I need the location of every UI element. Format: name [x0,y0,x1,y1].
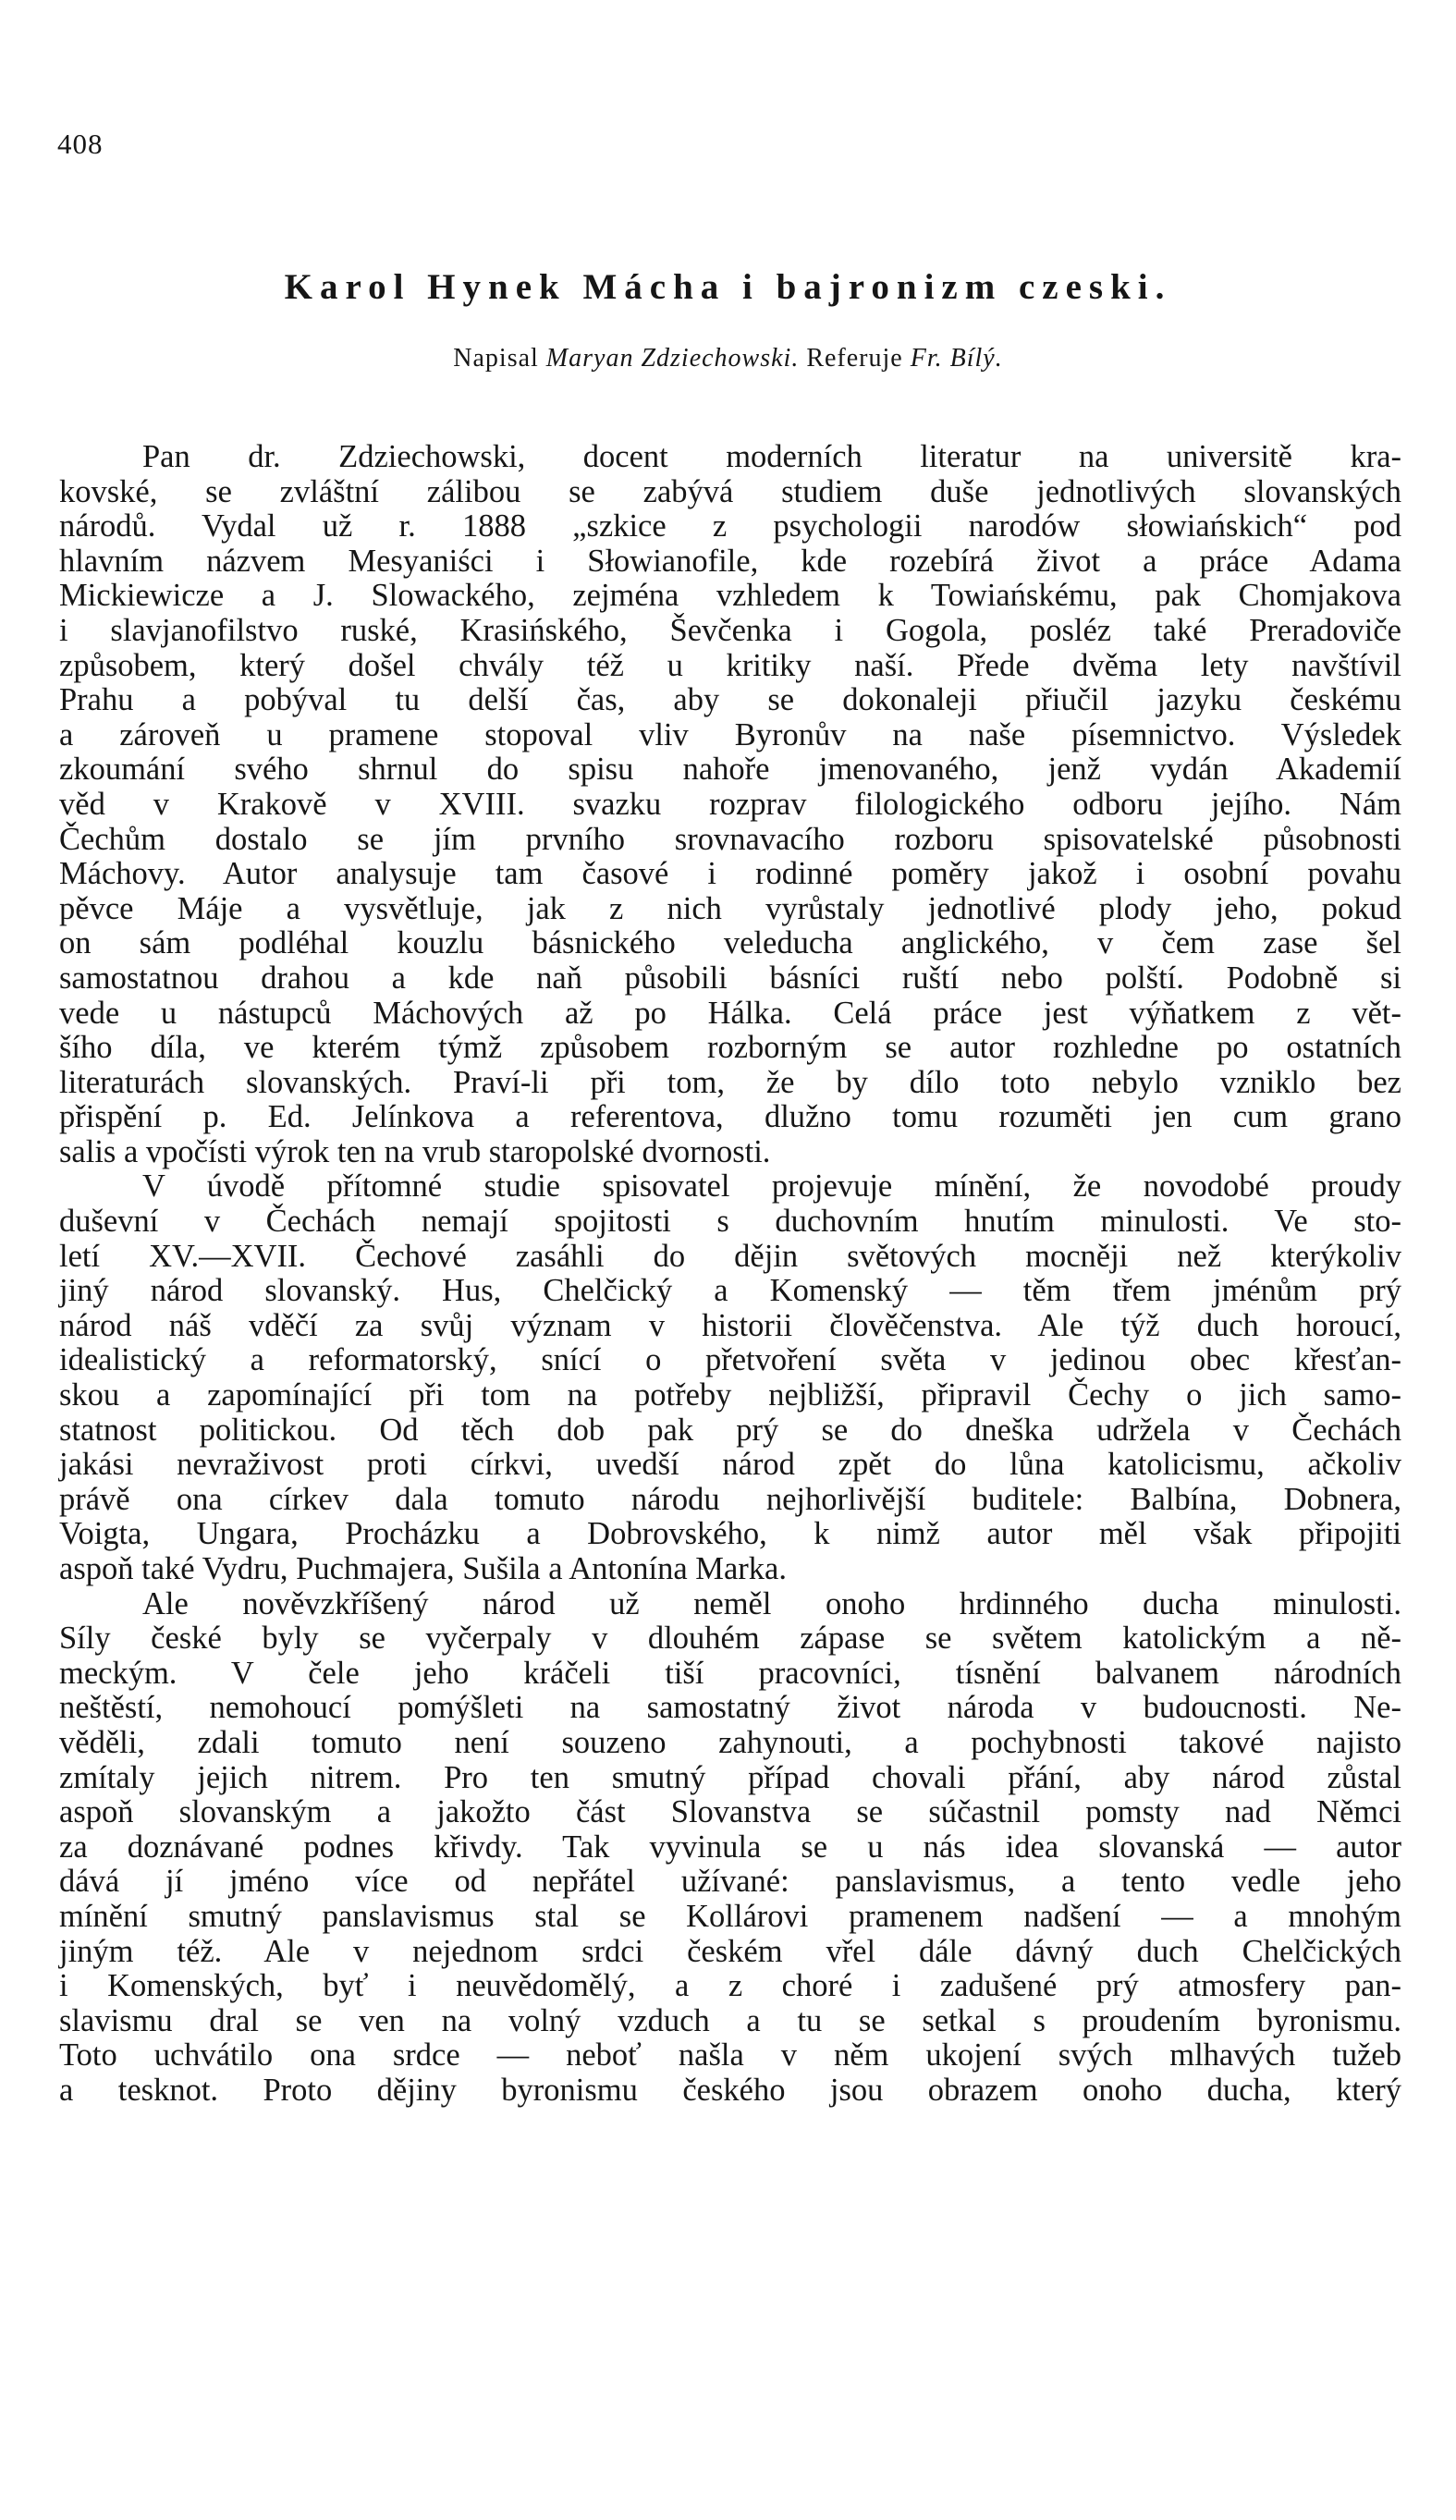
text-line: salis a vpočísti výrok ten na vrub staropolské dvornosti. [59,1133,771,1169]
text-line: duševní v Čechách nemají spojitosti s duchovním hnutím minulosti. Ve sto- [59,1204,1401,1240]
text-line: Máchovy. Autor analysuje tam časové i rodinné poměry jakož i osobní povahu [59,856,1401,892]
text-line: jakási nevraživost proti církvi, uvedší národ zpět do lůna katolicismu, ačkoliv [59,1447,1401,1483]
byline-prefix: Napisal [453,344,539,373]
text-line: zkoumání svého shrnul do spisu nahoře jmenovaného, jenž vydán Akademií [59,752,1401,788]
text-line: mínění smutný panslavismus stal se Kollárovi pramenem nadšení — a mnohým [59,1898,1401,1934]
text-line: právě ona církev dala tomuto národu nejhorlivější buditele: Balbína, Dobnera, [59,1481,1401,1517]
text-line: Čechům dostalo se jím prvního srovnavacího rozboru spisovatelské působnosti [59,821,1401,857]
text-line: idealistický a reformatorský, snící o přetvoření světa v jedinou obec křesťan- [59,1342,1401,1378]
text-line: on sám podléhal kouzlu básnického veleducha anglického, v čem zase šel [59,925,1401,961]
paragraph [59,1587,1401,2109]
text-line: aspoň slovanským a jakožto část Slovanstva se súčastnil pomsty nad Němci [59,1794,1401,1830]
text-line: Prahu a pobýval tu delší čas, aby se dokonaleji přiučil jazyku českému [59,682,1401,718]
paragraph [59,440,1401,1169]
text-line: samostatnou drahou a kde naň působili básníci ruští nebo polští. Podobně si [59,960,1401,996]
text-line: pěvce Máje a vysvětluje, jak z nich vyrůstaly jednotlivé plody jeho, pokud [59,890,1401,926]
text-line: národů. Vydal už r. 1888 „szkice z psychologii narodów słowiańskich“ pod [59,508,1401,544]
text-line: a zároveň u pramene stopoval vliv Byronův na naše písemnictvo. Výsledek [59,716,1401,752]
text-line: způsobem, který došel chvály též u kritiky naší. Přede dvěma lety navštívil [59,647,1401,683]
text-line: Ale nověvzkříšený národ už neměl onoho hrdinného ducha minulosti. [142,1585,1401,1621]
page-number: 408 [57,128,104,160]
text-line: Pan dr. Zdziechowski, docent moderních literatur na universitě kra- [142,439,1401,474]
text-line: Voigta, Ungara, Procházku a Dobrovského, k nimž autor měl však připojiti [59,1516,1401,1552]
text-line: neštěstí, nemohoucí pomýšleti na samostatný život národa v budoucnosti. Ne- [59,1690,1401,1726]
text-line: Toto uchvátilo ona srdce — neboť našla v něm ukojení svých mlhavých tužeb [59,2037,1401,2073]
text-line: kovské, se zvláštní zálibou se zabývá studiem duše jednotlivých slovanských [59,473,1401,509]
text-line: vede u nástupců Máchových až po Hálka. Celá práce jest výňatkem z vět- [59,995,1401,1031]
text-line: jiný národ slovanský. Hus, Chelčický a Komenský — těm třem jménům prý [59,1273,1401,1309]
text-line: šího díla, ve kterém týmž způsobem rozborným se autor rozhledne po ostatních [59,1030,1401,1066]
text-line: dává jí jméno více od nepřátel užívané: panslavismus, a tento vedle jeho [59,1864,1401,1900]
text-line: věděli, zdali tomuto není souzeno zahynouti, a pochybnosti takové najisto [59,1724,1401,1760]
text-line: slavismu dral se ven na volný vzduch a tu se setkal s proudením byronismu. [59,2002,1401,2038]
text-line: letí XV.—XVII. Čechové zasáhli do dějin světových mocněji než kterýkoliv [59,1238,1401,1274]
text-line: národ náš vděčí za svůj význam v historii člověčenstva. Ale týž duch horoucí, [59,1307,1401,1343]
text-line: skou a zapomínající při tom na potřeby nejbližší, připravil Čechy o jich samo- [59,1377,1401,1413]
text-line: i slavjanofilstvo ruské, Krasińského, Ševčenka i Gogola, posléz také Preradoviče [59,612,1401,648]
text-line: za doznávané podnes křivdy. Tak vyvinula se u nás idea slovanská — autor [59,1829,1401,1865]
text-line: věd v Krakově v XVIII. svazku rozprav filologického odboru jejího. Nám [59,786,1401,822]
text-line: literaturách slovanských. Praví-li při tom, že by dílo toto nebylo vzniklo bez [59,1064,1401,1100]
text-line: hlavním názvem Mesyaniści i Słowianofile, kde rozebírá život a práce Adama [59,543,1401,579]
text-line: přispění p. Ed. Jelínkova a referentova, dlužno tomu rozuměti jen cum grano [59,1099,1401,1135]
byline-middle: Referuje [806,344,903,373]
text-line: zmítaly jejich nitrem. Pro ten smutný případ chovali přání, aby národ zůstal [59,1759,1401,1795]
byline-reviewer: Fr. Bílý. [910,344,1003,373]
text-line: statnost politickou. Od těch dob pak prý se do dneška udržela v Čechách [59,1412,1401,1448]
text-line: a tesknot. Proto dějiny byronismu českého jsou obrazem onoho ducha, který [59,2072,1401,2108]
text-line: V úvodě přítomné studie spisovatel projevuje mínění, že novodobé proudy [142,1168,1401,1205]
byline [0,344,1456,373]
article-title: Karol Hynek Mácha i bajronizm czeski. [284,267,1172,307]
text-line: Síly české byly se vyčerpaly v dlouhém zápase se světem katolickým a ně- [59,1621,1401,1657]
text-line: aspoň také Vydru, Puchmajera, Sušila a Antonína Marka. [59,1551,787,1586]
text-line: Mickiewicze a J. Slowackého, zejména vzhledem k Towiańskému, pak Chomjakova [59,578,1401,614]
article-body [59,440,1401,2109]
text-line: meckým. V čele jeho kráčeli tiší pracovníci, tísnění balvanem národních [59,1655,1401,1691]
paragraph [59,1169,1401,1586]
text-line: jiným též. Ale v nejednom srdci českém vřel dále dávný duch Chelčických [59,1933,1401,1969]
text-line: i Komenských, byť i neuvědomělý, a z choré i zadušené prý atmosfery pan- [59,1968,1401,2004]
byline-author: Maryan Zdziechowski. [545,344,800,373]
